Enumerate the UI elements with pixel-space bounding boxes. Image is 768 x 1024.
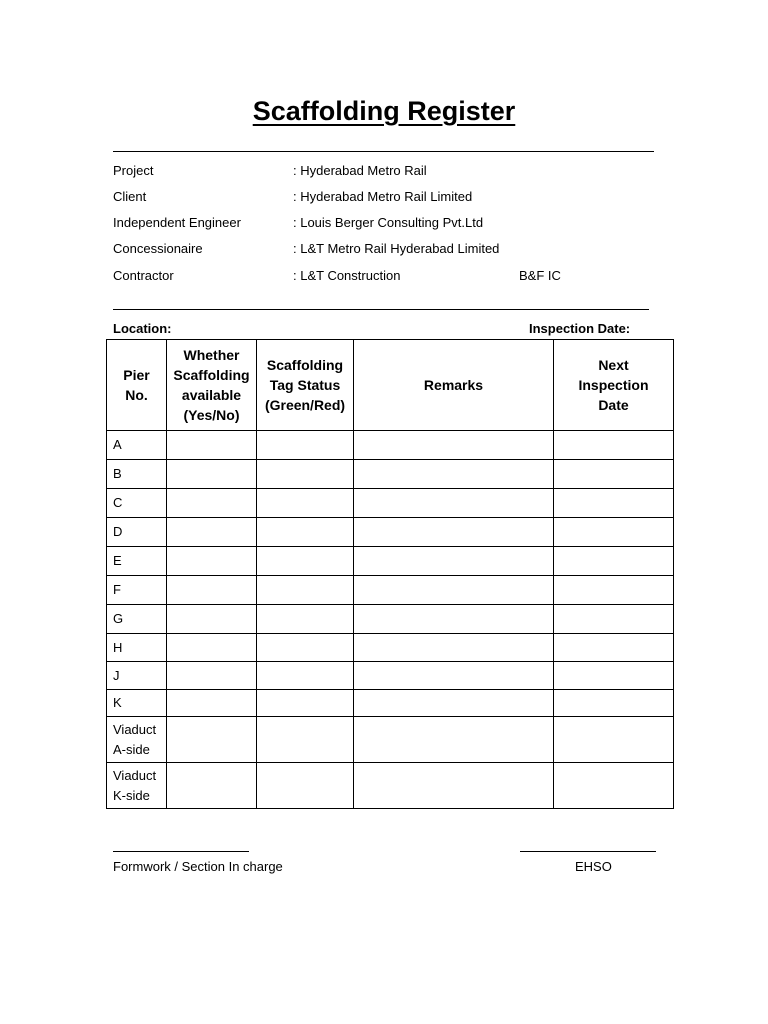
entry-cell[interactable]: [167, 717, 257, 763]
info-label-contractor: Contractor: [113, 268, 174, 283]
column-header-1: Whether Scaffolding available (Yes/No): [167, 340, 257, 431]
entry-cell[interactable]: [554, 763, 674, 809]
entry-cell[interactable]: [257, 489, 354, 518]
page-title: Scaffolding Register: [252, 96, 516, 126]
table-row: [107, 489, 674, 518]
info-value-concessionaire: : L&T Metro Rail Hyderabad Limited: [293, 241, 500, 256]
column-header-2: Scaffolding Tag Status (Green/Red): [257, 340, 354, 431]
entry-cell[interactable]: [167, 662, 257, 690]
inspection-date-label: Inspection Date:: [529, 321, 631, 336]
entry-cell[interactable]: [354, 518, 554, 547]
entry-cell[interactable]: [167, 489, 257, 518]
info-extra-contractor: B&F IC: [519, 268, 561, 283]
signature-line-left: [113, 851, 249, 852]
info-value-independent-engineer: : Louis Berger Consulting Pvt.Ltd: [293, 215, 484, 230]
entry-cell[interactable]: [167, 460, 257, 489]
entry-cell[interactable]: [257, 518, 354, 547]
info-value-project: : Hyderabad Metro Rail: [293, 163, 427, 178]
entry-cell[interactable]: [257, 690, 354, 717]
entry-cell[interactable]: [354, 690, 554, 717]
entry-cell[interactable]: [257, 431, 354, 460]
entry-cell[interactable]: [554, 431, 674, 460]
pier-no-cell: Viaduct K-side: [107, 763, 167, 809]
column-header-3: Remarks: [354, 340, 554, 431]
entry-cell[interactable]: [554, 460, 674, 489]
info-label-independent-engineer: Independent Engineer: [113, 215, 241, 230]
pier-no-cell: Viaduct A-side: [107, 717, 167, 763]
entry-cell[interactable]: [167, 690, 257, 717]
table-row: [107, 690, 674, 717]
entry-cell[interactable]: [554, 605, 674, 634]
info-label-concessionaire: Concessionaire: [113, 241, 203, 256]
entry-cell[interactable]: [354, 489, 554, 518]
entry-cell[interactable]: [354, 662, 554, 690]
entry-cell[interactable]: [554, 547, 674, 576]
table-row: [107, 518, 674, 547]
table-header-row: [107, 340, 674, 431]
pier-no-cell: A: [107, 431, 167, 460]
scaffolding-register-table: [106, 339, 674, 809]
entry-cell[interactable]: [354, 431, 554, 460]
info-label-client: Client: [113, 189, 147, 204]
table-body: [107, 431, 674, 809]
table-row: [107, 763, 674, 809]
entry-cell[interactable]: [354, 717, 554, 763]
entry-cell[interactable]: [354, 547, 554, 576]
table-row: [107, 576, 674, 605]
location-label: Location:: [113, 321, 172, 336]
info-label-project: Project: [113, 163, 154, 178]
entry-cell[interactable]: [554, 518, 674, 547]
entry-cell[interactable]: [257, 763, 354, 809]
entry-cell[interactable]: [257, 605, 354, 634]
table-row: [107, 431, 674, 460]
table-row: [107, 460, 674, 489]
table-row: [107, 717, 674, 763]
column-header-0: Pier No.: [107, 340, 167, 431]
entry-cell[interactable]: [167, 576, 257, 605]
pier-no-cell: J: [107, 662, 167, 690]
info-value-client: : Hyderabad Metro Rail Limited: [293, 189, 473, 204]
pier-no-cell: H: [107, 634, 167, 662]
entry-cell[interactable]: [354, 460, 554, 489]
entry-cell[interactable]: [354, 576, 554, 605]
entry-cell[interactable]: [167, 605, 257, 634]
entry-cell[interactable]: [554, 717, 674, 763]
entry-cell[interactable]: [554, 576, 674, 605]
header-divider: [113, 151, 654, 152]
entry-cell[interactable]: [167, 634, 257, 662]
signature-label-right: EHSO: [575, 859, 612, 874]
table-row: [107, 662, 674, 690]
table-row: [107, 605, 674, 634]
signature-line-right: [520, 851, 656, 852]
entry-cell[interactable]: [167, 763, 257, 809]
entry-cell[interactable]: [554, 634, 674, 662]
entry-cell[interactable]: [257, 717, 354, 763]
info-value-contractor: : L&T Construction: [293, 268, 401, 283]
entry-cell[interactable]: [257, 460, 354, 489]
table-row: [107, 547, 674, 576]
table-row: [107, 634, 674, 662]
column-header-4: Next Inspection Date: [554, 340, 674, 431]
pier-no-cell: E: [107, 547, 167, 576]
pier-no-cell: D: [107, 518, 167, 547]
entry-cell[interactable]: [554, 489, 674, 518]
entry-cell[interactable]: [257, 576, 354, 605]
entry-cell[interactable]: [167, 431, 257, 460]
entry-cell[interactable]: [257, 634, 354, 662]
signature-label-left: Formwork / Section In charge: [113, 859, 283, 874]
entry-cell[interactable]: [257, 547, 354, 576]
entry-cell[interactable]: [354, 605, 554, 634]
entry-cell[interactable]: [354, 763, 554, 809]
entry-cell[interactable]: [554, 662, 674, 690]
pier-no-cell: C: [107, 489, 167, 518]
pier-no-cell: G: [107, 605, 167, 634]
pier-no-cell: F: [107, 576, 167, 605]
entry-cell[interactable]: [167, 518, 257, 547]
entry-cell[interactable]: [257, 662, 354, 690]
entry-cell[interactable]: [167, 547, 257, 576]
entry-cell[interactable]: [554, 690, 674, 717]
info-divider: [113, 309, 649, 310]
pier-no-cell: K: [107, 690, 167, 717]
pier-no-cell: B: [107, 460, 167, 489]
entry-cell[interactable]: [354, 634, 554, 662]
